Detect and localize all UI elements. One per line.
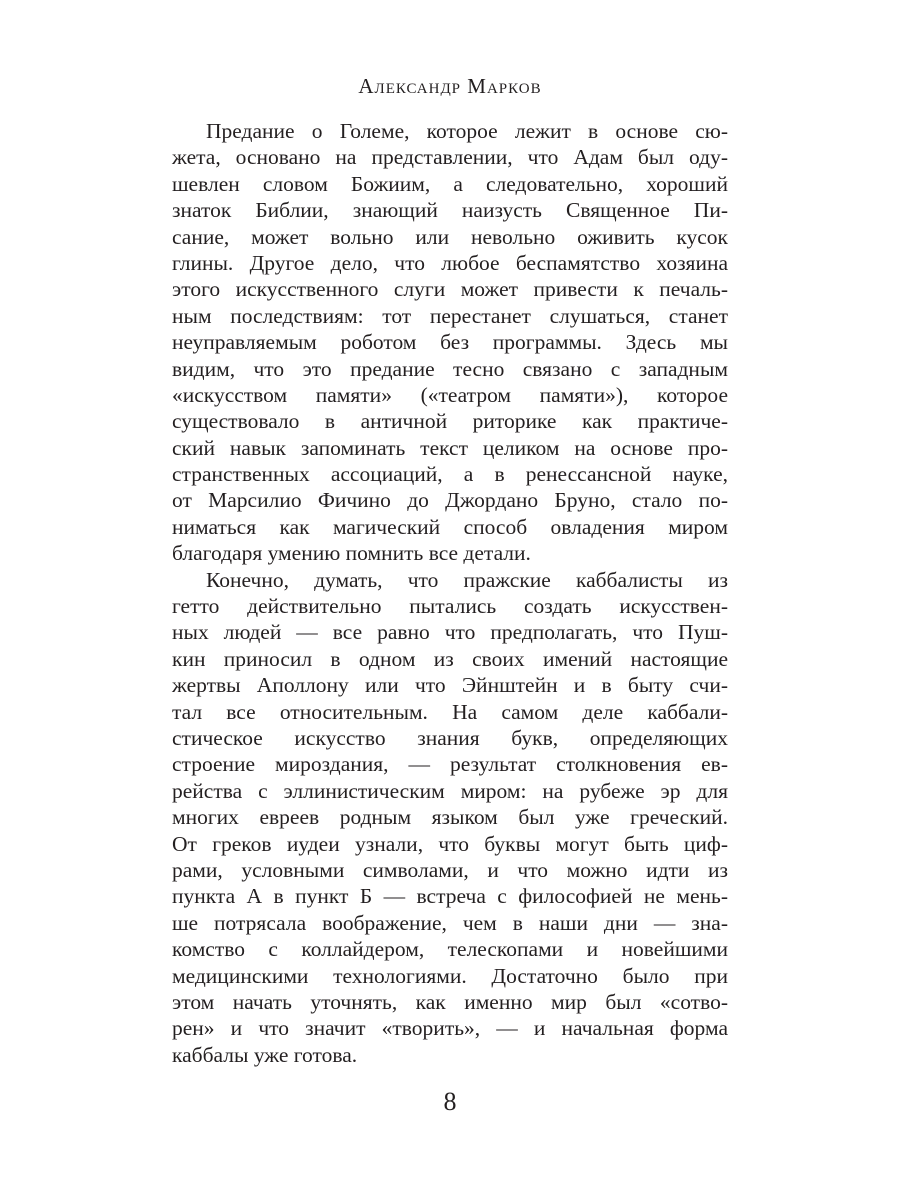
text-line: рен» и что значит «творить», — и начальная форма — [172, 1016, 728, 1041]
text-line: ше потрясала воображение, чем в наши дни — зна- — [172, 910, 728, 935]
text-line: Предание о Големе, которое лежит в основе сю- — [206, 119, 728, 143]
text-line: комство с коллайдером, телескопами и новейшими — [172, 937, 728, 962]
text-line: стическое искусство знания букв, определяющих — [172, 725, 728, 750]
paragraph-1 — [172, 118, 728, 567]
text-line: строение мироздания, — результат столкновения ев- — [172, 752, 728, 777]
text-line: от Марсилио Фичино до Джордано Бруно, стало по- — [172, 488, 728, 513]
text-line: Конечно, думать, что пражские каббалисты из — [206, 567, 728, 592]
text-line: рейства с эллинистическим миром: на рубеже эр для — [172, 778, 728, 803]
page-number: 8 — [443, 1087, 457, 1116]
text-line: медицинскими технологиями. Достаточно было при — [172, 963, 728, 988]
text-line: «искусством памяти» («театром памяти»), которое — [172, 382, 728, 407]
text-line: кин приносил в одном из своих имений настоящие — [172, 646, 728, 671]
text-line: видим, что это предание тесно связано с западным — [172, 356, 728, 381]
text-line: этого искусственного слуги может привести к печаль- — [172, 277, 728, 302]
text-line: жертвы Аполлону или что Эйнштейн и в быту счи- — [172, 673, 728, 698]
text-line: жета, основано на представлении, что Адам был оду- — [172, 145, 728, 170]
text-line: каббалы уже готова. — [172, 1042, 358, 1067]
text-line: тал все относительным. На самом деле каббали- — [172, 699, 728, 724]
running-header: Александр Марков — [358, 74, 542, 98]
text-line: рами, условными символами, и что можно идти из — [172, 857, 728, 882]
text-line: ным последствиям: тот перестанет слушаться, станет — [172, 303, 728, 328]
text-line: многих евреев родным языком был уже греческий. — [172, 805, 728, 830]
paragraph-2 — [172, 567, 728, 1068]
text-line: гетто действительно пытались создать искусствен- — [172, 594, 728, 619]
text-line: ниматься как магический способ овладения миром — [172, 514, 728, 539]
text-line: сание, может вольно или невольно оживить кусок — [172, 224, 728, 249]
text-line: ных людей — все равно что предполагать, что Пуш- — [172, 620, 728, 645]
text-line: странственных ассоциаций, а в ренессансной науке, — [172, 462, 728, 487]
text-line: глины. Другое дело, что любое беспамятство хозяина — [172, 250, 728, 275]
text-line: ский навык запоминать текст целиком на основе про- — [172, 435, 728, 460]
text-line: благодаря умению помнить все детали. — [172, 541, 531, 566]
text-line: знаток Библии, знающий наизусть Священное Пи- — [172, 198, 728, 223]
text-line: шевлен словом Божиим, а следовательно, хороший — [172, 171, 728, 196]
text-line: пункта А в пункт Б — встреча с философией не мень- — [172, 884, 728, 909]
text-line: этом начать уточнять, как именно мир был «сотво- — [172, 989, 728, 1014]
body-text — [172, 118, 728, 1068]
text-line: неуправляемым роботом без программы. Здесь мы — [172, 330, 728, 355]
text-line: От греков иудеи узнали, что буквы могут быть циф- — [172, 831, 728, 856]
text-line: существовало в античной риторике как практиче- — [172, 409, 728, 434]
